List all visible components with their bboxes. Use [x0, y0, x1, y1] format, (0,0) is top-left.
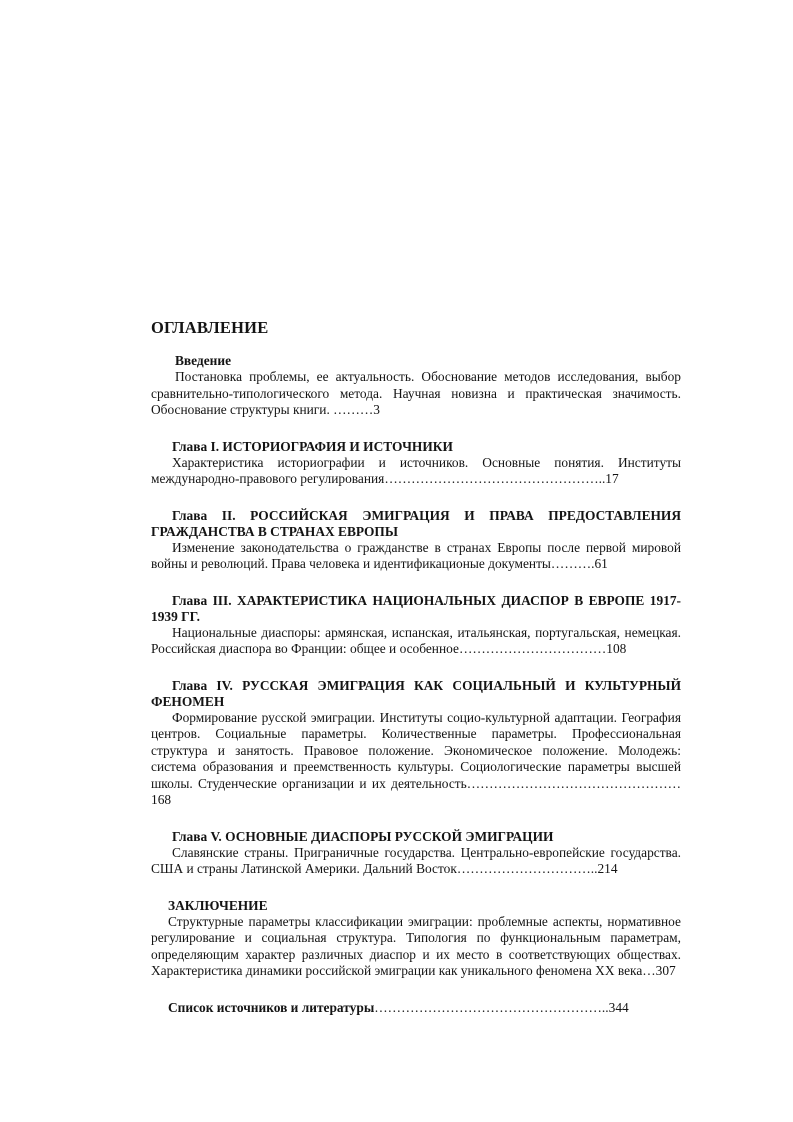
- entry-description: Изменение законодательства о гражданстве в странах Европы после первой мировой войны и революций. Права человека и идентификационые документы……….61: [151, 539, 681, 571]
- entry-description: Национальные диаспоры: армянская, испанская, итальянская, португальская, немецкая. Российская диаспора во Франции: общее и особенное……………………………108: [151, 624, 681, 656]
- entry-heading: Глава I. ИСТОРИОГРАФИЯ И ИСТОЧНИКИ: [172, 438, 453, 454]
- bibliography-page-leader: ……………………………………………..344: [374, 999, 629, 1015]
- entry-description: Структурные параметры классификации эмиграции: проблемные аспекты, нормативное регулирование и социальная структура. Типология по функциональным параметрам, определяющим характер различных диаспор и их место в соответствующих обществах. Характеристика динамики российской эмиграции как уникального феномена XX века…307: [151, 913, 681, 978]
- entry-heading: Глава V. ОСНОВНЫЕ ДИАСПОРЫ РУССКОЙ ЭМИГРАЦИИ: [172, 828, 554, 844]
- entry-description: [151, 1000, 681, 1017]
- entry-heading: ЗАКЛЮЧЕНИЕ: [168, 897, 268, 913]
- entry-description: Постановка проблемы, ее актуальность. Обоснование методов исследования, выбор сравнительно-типологического метода. Научная новизна и практическая значимость. Обоснование структуры книги. ………3: [151, 369, 681, 417]
- entry-heading: Глава IV. РУССКАЯ ЭМИГРАЦИЯ КАК СОЦИАЛЬНЫЙ И КУЛЬТУРНЫЙ ФЕНОМЕН: [151, 677, 681, 709]
- toc-entry-chapter-2: [151, 508, 681, 573]
- toc-entry-conclusion: [151, 898, 681, 980]
- entry-description: Характеристика историографии и источников. Основные понятия. Институты международно-правового регулирования…………………………………………..17: [151, 454, 681, 486]
- entry-heading: Глава II. РОССИЙСКАЯ ЭМИГРАЦИЯ И ПРАВА ПРЕДОСТАВЛЕНИЯ ГРАЖДАНСТВА В СТРАНАХ ЕВРОПЫ: [151, 507, 681, 539]
- toc-entry-chapter-1: [151, 439, 681, 488]
- entry-description: Формирование русской эмиграции. Институты социо-культурной адаптации. География центров. Социальные параметры. Количественные параметры. Профессиональная структура и занятость. Правовое положение. Экономическое положение. Молодежь: система образования и преемственность культуры. Социологические параметры высшей школы. Студенческие организации и их деятельность…………………………………………168: [151, 709, 681, 807]
- toc-entry-bibliography: [151, 1000, 681, 1017]
- toc-entry-chapter-4: [151, 678, 681, 809]
- toc-entry-introduction: [151, 353, 681, 419]
- toc-entry-chapter-5: [151, 829, 681, 878]
- entry-heading: Введение: [175, 353, 232, 368]
- toc-entries: [151, 353, 681, 1036]
- toc-title: ОГЛАВЛЕНИЕ: [151, 318, 269, 337]
- toc-entry-chapter-3: [151, 593, 681, 658]
- entry-heading: Глава III. ХАРАКТЕРИСТИКА НАЦИОНАЛЬНЫХ ДИАСПОР В ЕВРОПЕ 1917-1939 ГГ.: [151, 592, 681, 624]
- entry-description: Славянские страны. Приграничные государства. Центрально-европейские государства. США и страны Латинской Америки. Дальний Восток…………………………..214: [151, 844, 681, 876]
- bibliography-label: Список источников и литературы: [168, 999, 375, 1015]
